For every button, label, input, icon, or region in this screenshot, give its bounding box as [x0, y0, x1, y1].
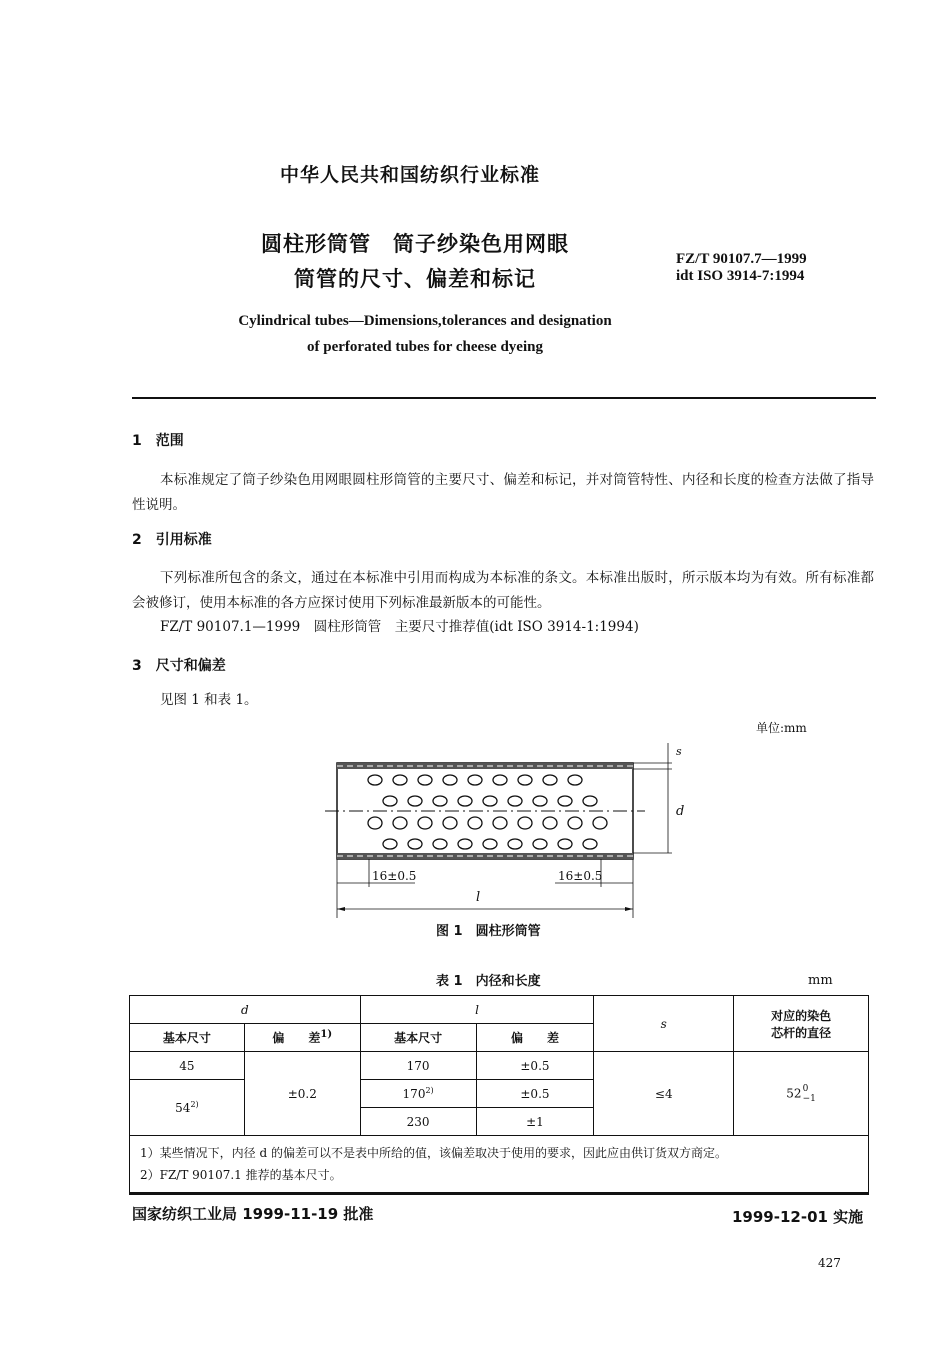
- standard-code: FZ/T 90107.7—1999: [676, 251, 807, 267]
- header-d: d: [130, 996, 361, 1024]
- l-basic-170: 170: [360, 1052, 476, 1080]
- section-2-reference: FZ/T 90107.1—1999 圆柱形筒管 主要尺寸推荐值(idt ISO 3914-1:1994): [160, 619, 639, 635]
- section-3-body: 见图 1 和表 1。: [160, 692, 258, 708]
- header-l-basic: 基本尺寸: [360, 1024, 476, 1052]
- section-3-heading: 3 尺寸和偏差: [132, 658, 226, 674]
- diameter-label: d: [676, 804, 685, 819]
- d-deviation: ±0.2: [244, 1052, 360, 1136]
- header-l-dev: 偏 差: [476, 1024, 594, 1052]
- tube-drawing: [300, 735, 700, 920]
- l-dev-row2: ±0.5: [476, 1080, 594, 1108]
- header-core: [734, 996, 869, 1052]
- section-2-heading: 2 引用标准: [132, 532, 212, 548]
- footnote-ref-2b: 2): [425, 1086, 434, 1095]
- header-d-dev: [244, 1024, 360, 1052]
- l-basic-170b: [360, 1080, 476, 1108]
- approval-line: 国家纺织工业局 1999-11-19 批准: [132, 1205, 374, 1223]
- standard-body-title: 中华人民共和国纺织行业标准: [279, 164, 540, 186]
- header-core-line1: 对应的染色: [771, 1008, 832, 1023]
- header-s: s: [594, 996, 734, 1052]
- title-en-line1: Cylindrical tubes—Dimensions,tolerances and designation: [238, 313, 612, 329]
- l-dev-row3: ±1: [476, 1108, 594, 1136]
- footer-rule: [129, 1193, 869, 1195]
- length-label: l: [476, 890, 481, 905]
- table-note-1: 1）某些情况下，内径 d 的偏差可以不是表中所给的值，该偏差取决于使用的要求，因此应由供订货双方商定。: [140, 1146, 727, 1160]
- l-dev-row1: ±0.5: [476, 1052, 594, 1080]
- d-basic-45: 45: [130, 1052, 245, 1080]
- core-value: [734, 1052, 869, 1136]
- header-rule: [132, 397, 876, 399]
- page-number: 427: [818, 1256, 841, 1270]
- core-value-base: 52: [786, 1086, 802, 1100]
- d-basic-54-text: 54: [175, 1101, 191, 1115]
- header-d-dev-text: 偏 差: [272, 1031, 321, 1045]
- l-basic-230: 230: [360, 1108, 476, 1136]
- title-cn-line1: 圆柱形筒管 筒子纱染色用网眼: [261, 232, 569, 256]
- footnote-ref-1: 1): [320, 1029, 333, 1040]
- header-l: l: [360, 996, 594, 1024]
- section-1-body: 本标准规定了筒子纱染色用网眼圆柱形筒管的主要尺寸、偏差和标记，并对筒管特性、内径和长度的检查方法做了指导性说明。: [132, 472, 874, 513]
- dimensions-table: [129, 995, 869, 1193]
- header-d-basic: 基本尺寸: [130, 1024, 245, 1052]
- core-tol-upper: 0: [802, 1083, 809, 1094]
- footnote-ref-2a: 2): [190, 1100, 199, 1109]
- dim-left-label: 16±0.5: [372, 869, 417, 883]
- figure-caption: 图 1 圆柱形筒管: [436, 924, 541, 939]
- section-2-body: 下列标准所包含的条文，通过在本标准中引用而构成为本标准的条文。本标准出版时，所示版本均为有效。所有标准都会被修订，使用本标准的各方应探讨使用下列标准最新版本的可能性。: [132, 570, 874, 611]
- d-basic-54: [130, 1080, 245, 1136]
- title-cn-line2: 筒管的尺寸、偏差和标记: [294, 267, 536, 291]
- figure-unit: 单位:mm: [756, 721, 807, 735]
- dim-right-label: 16±0.5: [558, 869, 603, 883]
- l-basic-170b-text: 170: [402, 1087, 426, 1101]
- s-value: ≤4: [594, 1052, 734, 1136]
- wall-label: s: [676, 745, 682, 758]
- table-notes: [130, 1136, 869, 1193]
- table-note-2: 2）FZ/T 90107.1 推荐的基本尺寸。: [140, 1168, 342, 1182]
- iso-code: idt ISO 3914-7:1994: [676, 268, 805, 284]
- core-tol-lower: −1: [802, 1093, 816, 1104]
- section-1-heading: 1 范围: [132, 433, 184, 449]
- table-unit: mm: [808, 973, 833, 988]
- table-caption: 表 1 内径和长度: [436, 974, 541, 989]
- header-core-line2: 芯杆的直径: [771, 1025, 832, 1040]
- title-en-line2: of perforated tubes for cheese dyeing: [307, 339, 543, 355]
- implementation-line: 1999-12-01 实施: [732, 1208, 864, 1226]
